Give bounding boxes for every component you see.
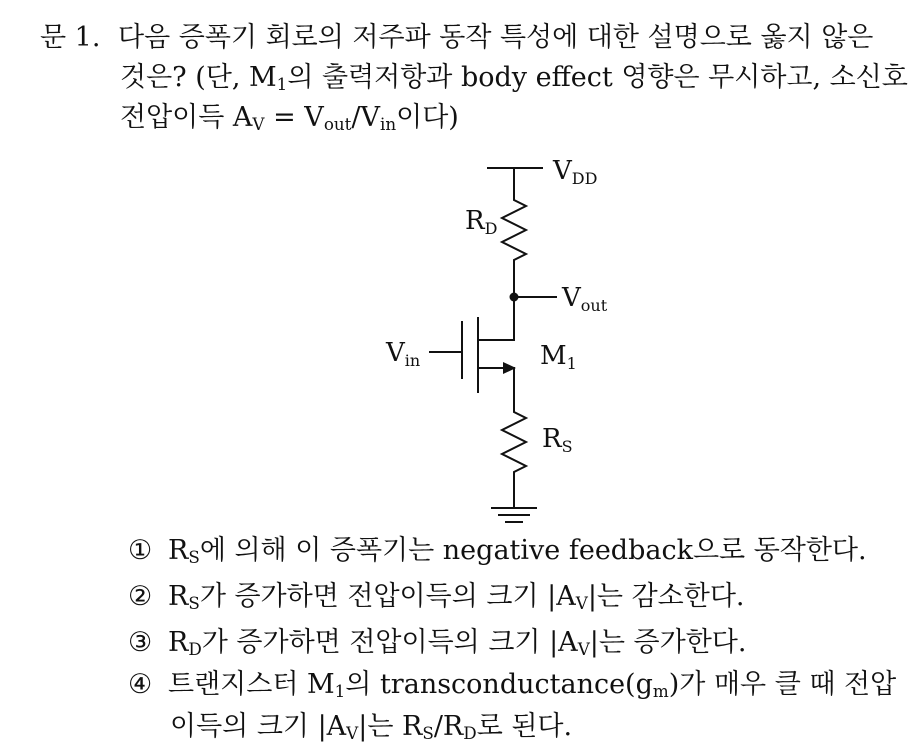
option-4-cont-sub-1: V xyxy=(346,723,359,744)
option-4-cont-sub-2: S xyxy=(422,723,434,744)
option-2[interactable] xyxy=(128,579,745,615)
option-1-marker: ① xyxy=(128,535,153,566)
question-text-2a: 것은? (단, M xyxy=(120,62,277,93)
rd-label: RD xyxy=(465,206,498,238)
option-2-sub-2: V xyxy=(575,593,588,614)
option-4-text-c: )가 매우 클 때 전압 xyxy=(668,669,897,700)
question-text-3c: /V xyxy=(351,102,380,133)
question-text-3d: 이다) xyxy=(396,102,459,133)
option-4-cont-a: 이득의 크기 |A xyxy=(170,711,347,742)
option-3[interactable] xyxy=(128,625,746,661)
option-4-text-a: 트랜지스터 M xyxy=(168,669,335,700)
option-3-text-c: |는 증가한다. xyxy=(589,627,747,658)
option-4-cont-c: /R xyxy=(433,711,464,742)
option-4-marker: ④ xyxy=(128,669,153,700)
option-1[interactable] xyxy=(128,533,867,569)
option-3-text-a: R xyxy=(168,627,189,658)
question-text-3-sub2: out xyxy=(323,114,352,135)
option-3-marker: ③ xyxy=(128,627,153,658)
vdd-label: VDD xyxy=(553,156,598,188)
option-3-text-b: 가 증가하면 전압이득의 크기 |A xyxy=(201,627,578,658)
question-text-1: 다음 증폭기 회로의 저주파 동작 특성에 대한 설명으로 옳지 않은 xyxy=(118,22,874,53)
vout-node-dot xyxy=(510,293,519,302)
option-4-sub-2: m xyxy=(652,681,669,702)
question-text-3a: 전압이득 A xyxy=(120,102,253,133)
option-4-cont-d: 로 된다. xyxy=(476,711,573,742)
option-2-marker: ② xyxy=(128,581,153,612)
option-1-text-b: 에 의해 이 증폭기는 negative feedback으로 동작한다. xyxy=(199,535,867,566)
question-number: 문 1. xyxy=(40,22,101,53)
rd-resistor xyxy=(502,196,526,264)
vout-label: Vout xyxy=(562,283,608,315)
rs-label: RS xyxy=(542,424,573,456)
option-3-sub-2: V xyxy=(577,639,590,660)
question-text-2b: 의 출력저항과 body effect 영향은 무시하고, 소신호 xyxy=(287,62,908,93)
option-4-cont-sub-3: D xyxy=(463,723,477,744)
question-text-3-sub3: in xyxy=(380,114,397,135)
option-1-sub: S xyxy=(188,547,200,568)
option-4[interactable] xyxy=(128,667,896,703)
option-1-text-a: R xyxy=(168,535,189,566)
option-4-continuation[interactable] xyxy=(170,709,572,745)
option-2-sub-1: S xyxy=(188,593,200,614)
option-2-text-b: 가 증가하면 전압이득의 크기 |A xyxy=(199,581,576,612)
vin-label: Vin xyxy=(386,338,421,370)
option-2-text-a: R xyxy=(168,581,189,612)
question-text-3-sub1: V xyxy=(252,114,265,135)
option-3-sub-1: D xyxy=(188,639,202,660)
option-4-text-b: 의 transconductance(g xyxy=(345,669,653,700)
option-4-sub-1: 1 xyxy=(334,681,346,702)
question-text-2-sub: 1 xyxy=(276,74,288,95)
question-text-3b: = V xyxy=(264,102,324,133)
m1-label: M1 xyxy=(540,341,577,373)
option-2-text-c: |는 감소한다. xyxy=(587,581,745,612)
rs-resistor xyxy=(502,408,526,476)
option-4-cont-b: |는 R xyxy=(358,711,423,742)
